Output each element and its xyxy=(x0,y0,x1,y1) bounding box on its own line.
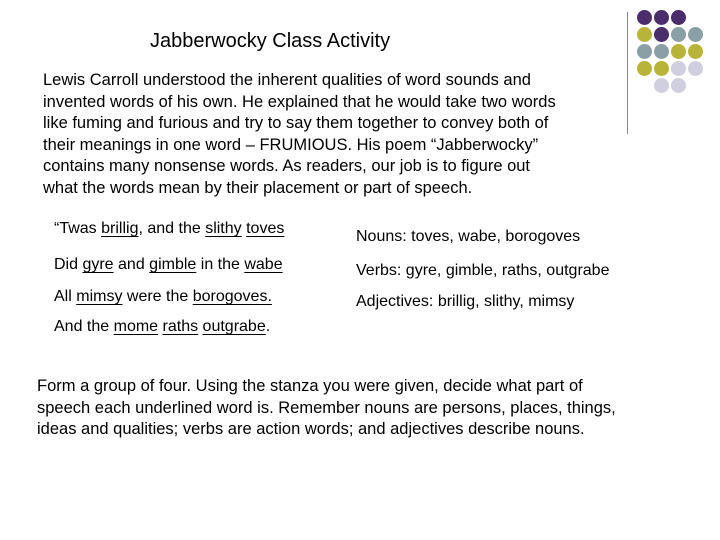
underlined-word: outgrabe xyxy=(202,318,266,335)
decorative-dot xyxy=(654,61,669,76)
stanza-line xyxy=(54,288,272,306)
nouns-line: Nouns: toves, wabe, borogoves xyxy=(356,228,581,245)
decorative-dot xyxy=(671,10,686,25)
stanza-line xyxy=(54,220,284,238)
stanza-line xyxy=(54,318,270,336)
underlined-word: toves xyxy=(246,220,285,237)
intro-line: invented words of his own. He explained that he would take two words xyxy=(43,92,556,111)
intro-line: what the words mean by their placement or part of speech. xyxy=(43,178,473,197)
task-line: speech each underlined word is. Remember nouns are persons, places, things, xyxy=(37,398,616,417)
task-line: ideas and qualities; verbs are action words; and adjectives describe nouns. xyxy=(37,420,585,438)
underlined-word: gimble xyxy=(149,256,197,273)
stanza-text: and xyxy=(113,256,150,273)
stanza-text: All xyxy=(54,288,77,305)
vertical-divider xyxy=(627,12,628,134)
underlined-word: gyre xyxy=(82,256,114,273)
intro-line: contains many nonsense words. As readers, our job is to figure out xyxy=(43,157,531,175)
decorative-dot xyxy=(688,27,703,42)
decorative-dot xyxy=(688,44,703,59)
underlined-word: wabe xyxy=(244,256,283,273)
decorative-dot xyxy=(654,10,669,25)
stanza-text: . xyxy=(265,318,271,335)
task-instructions xyxy=(37,376,687,441)
adjectives-line: Adjectives: brillig, slithy, mimsy xyxy=(356,293,575,310)
intro-paragraph xyxy=(43,70,613,199)
decorative-dot xyxy=(671,61,686,76)
decorative-dot xyxy=(654,44,669,59)
page-title: Jabberwocky Class Activity xyxy=(150,30,391,52)
intro-line: Lewis Carroll understood the inherent qualities of word sounds and xyxy=(43,71,531,89)
decorative-dot xyxy=(654,78,669,93)
stanza-text: “Twas xyxy=(54,220,102,237)
verbs-line: Verbs: gyre, gimble, raths, outgrabe xyxy=(356,262,610,279)
stanza-text: Did xyxy=(54,256,83,273)
decorative-dot xyxy=(671,78,686,93)
decorative-dot xyxy=(637,44,652,59)
stanza-line xyxy=(54,256,283,274)
intro-line: their meanings in one word – FRUMIOUS. His poem “Jabberwocky” xyxy=(43,135,539,154)
stanza-text: , and the xyxy=(138,220,206,237)
stanza-text: in the xyxy=(196,256,245,273)
decorative-dot xyxy=(671,27,686,42)
decorative-dot xyxy=(637,10,652,25)
underlined-word: mimsy xyxy=(76,288,123,305)
task-line: Form a group of four. Using the stanza you were given, decide what part of xyxy=(37,377,583,395)
underlined-word: slithy xyxy=(205,220,242,237)
decorative-dot xyxy=(688,61,703,76)
underlined-word: brillig xyxy=(101,220,139,237)
decorative-dot xyxy=(637,27,652,42)
underlined-word: raths xyxy=(162,318,199,335)
stanza-text: And the xyxy=(54,318,114,335)
stanza-text: were the xyxy=(122,288,193,305)
underlined-word: mome xyxy=(113,318,159,335)
underlined-word: borogoves. xyxy=(192,288,272,305)
decorative-dot xyxy=(671,44,686,59)
decorative-dot xyxy=(654,27,669,42)
intro-line: like fuming and furious and try to say them together to convey both of xyxy=(43,114,549,132)
decorative-dot xyxy=(637,61,652,76)
